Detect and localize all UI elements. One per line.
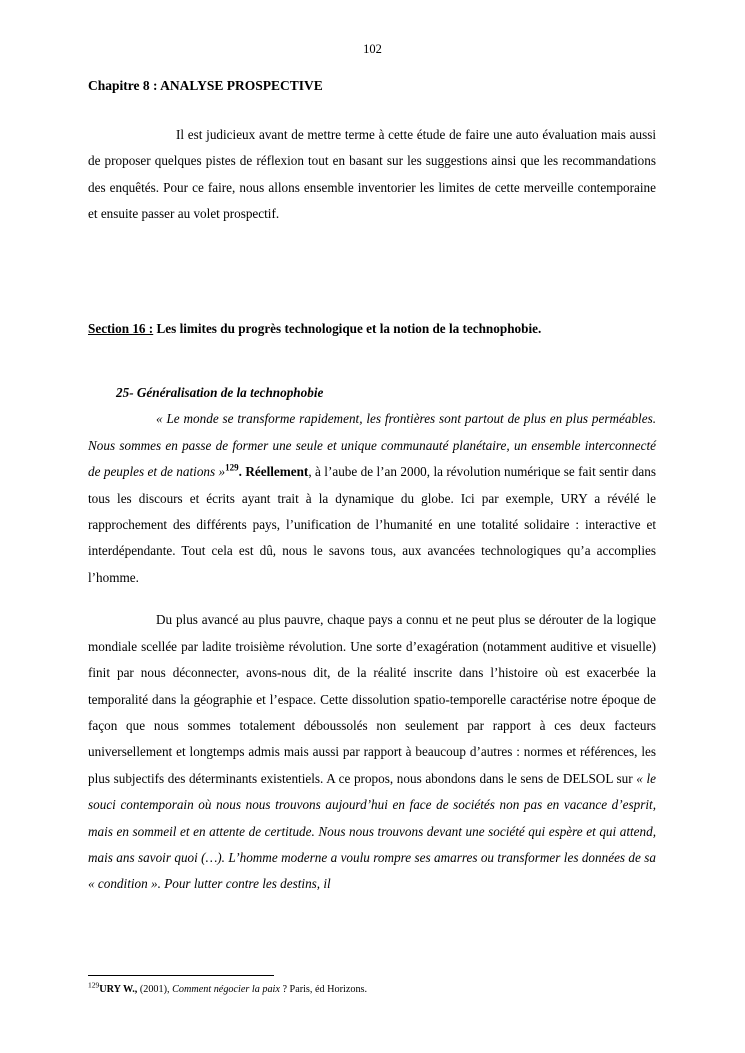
spacer [88, 342, 656, 380]
chapter-title: Chapitre 8 : ANALYSE PROSPECTIVE [88, 78, 323, 93]
section-heading [88, 316, 656, 342]
subsection-heading: 25- Généralisation de la technophobie [116, 385, 324, 401]
footnote-year: (2001), [137, 984, 173, 995]
footnote-number: 129 [88, 980, 100, 990]
quote-text-1: « Le monde se transforme rapidement, les frontières sont partout de plus en plus perméables. Nous sommes en passe de former une seule et unique communauté planétaire, un ensemble interconnecté de peuples et de nations » [88, 411, 656, 480]
quote-end-punct: . [238, 464, 242, 480]
section-heading-label: Section 16 : [88, 320, 154, 336]
page-content [88, 78, 656, 898]
body-paragraph-2-head: Du plus avancé au plus pauvre, chaque pays a connu et ne peut plus se dérouter de la logique mondiale scellée par ladite troisième révolution. Une sorte d’exagération (notamment auditive et visuelle) finit par nous déconnecter, avons-nous dit, de la réalité inscrite dans l’histoire où est exacerbée la temporalité dans la géographie et l’espace. Cette dissolution spatio-temporelle caractérise notre époque de façon que nous sommes totalement déboussolés non seulement par rapport à ces deux facteurs universellement et longtemps admis mais aussi par rapport à beaucoup d’autres : normes et références, les plus subjectifs des déterminants existentiels. A ce propos, nous abondons dans le sens de DELSOL sur [88, 612, 656, 786]
body-reellement: Réellement [241, 464, 309, 480]
body-paragraph-1 [88, 406, 656, 591]
footnote-title: Comment négocier la paix [172, 984, 280, 995]
spacer [88, 228, 656, 316]
footnote-area [88, 975, 656, 997]
spacer [88, 591, 656, 607]
footnote-rest: ? Paris, éd Horizons. [279, 984, 368, 995]
body-paragraph-2 [88, 607, 656, 897]
footnote-marker-inline: 129 [225, 462, 239, 473]
footnote-author: URY W., [99, 984, 138, 995]
body-paragraph-2-quote: « le souci contemporain où nous nous trouvons aujourd’hui en face de sociétés non pas en vacance d’esprit, mais en sommeil et en attente de certitude. Nous nous trouvons devant une société qui espère et qui attend, mais ans savoir quoi (…). L’homme moderne a voulu rompre ses amarres ou transformer les données de sa « condition ». Pour lutter contre les destins, il [88, 770, 656, 892]
section-heading-title: Les limites du progrès technologique et la notion de la technophobie. [153, 320, 542, 336]
intro-paragraph: Il est judicieux avant de mettre terme à cette étude de faire une auto évaluation mais aussi de proposer quelques pistes de réflexion tout en basant sur les suggestions ainsi que les recommandations des enquêtés. Pour ce faire, nous allons ensemble inventorier les limites de cette merveille contemporaine et ensuite passer au volet prospectif. [88, 127, 656, 222]
footnote-entry [88, 980, 656, 997]
page-number: 102 [363, 42, 382, 56]
body-paragraph-1-tail: , à l’aube de l’an 2000, la révolution numérique se fait sentir dans tous les discours et écrits ayant trait à la dynamique du globe. Ici par exemple, URY a révélé le rapprochement des différents pays, l’unification de l’humanité en une totalité solidaire : interactive et interdépendante. Tout cela est dû, nous le savons tous, aux avancées technologiques qu’a accomplies l’homme. [88, 464, 657, 585]
footnote-separator [88, 975, 274, 976]
